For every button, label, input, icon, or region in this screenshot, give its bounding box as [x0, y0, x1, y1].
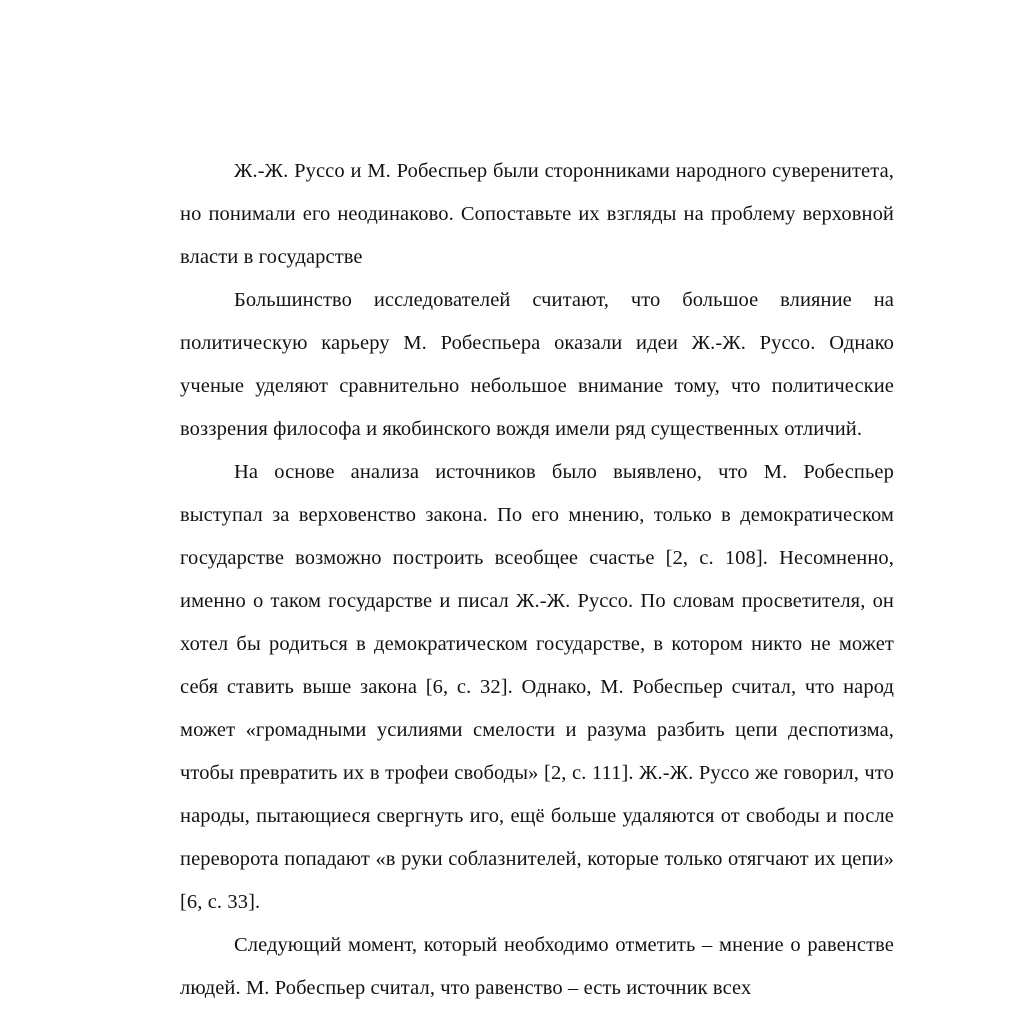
paragraph-2: Большинство исследователей считают, что большое влияние на политическую карьеру М. Робеспьера оказали идеи Ж.-Ж. Руссо. Однако ученые уделяют сравнительно небольшое внимание тому, что политические воззрения философа и якобинского вождя имели ряд существенных отличий. — [180, 289, 894, 440]
paragraph-4: Следующий момент, который необходимо отметить – мнение о равенстве людей. М. Робеспьер считал, что равенство – есть источник всех — [180, 934, 894, 999]
document-text-body — [180, 150, 894, 1010]
paragraph-3: На основе анализа источников было выявлено, что М. Робеспьер выступал за верховенство закона. По его мнению, только в демократическом государстве возможно построить всеобщее счастье [2, с. 108]. Несомненно, именно о таком государстве и писал Ж.-Ж. Руссо. По словам просветителя, он хотел бы родиться в демократическом государстве, в котором никто не может себя ставить выше закона [6, с. 32]. Однако, М. Робеспьер считал, что народ может «громадными усилиями смелости и разума разбить цепи деспотизма, чтобы превратить их в трофеи свободы» [2, с. 111]. Ж.-Ж. Руссо же говорил, что народы, пытающиеся свергнуть иго, ещё больше удаляются от свободы и после переворота попадают «в руки соблазнителей, которые только отягчают их цепи» [6, с. 33]. — [180, 461, 894, 913]
paragraph-1: Ж.-Ж. Руссо и М. Робеспьер были сторонниками народного суверенитета, но понимали его неодинаково. Сопоставьте их взгляды на проблему верховной власти в государстве — [180, 160, 894, 268]
